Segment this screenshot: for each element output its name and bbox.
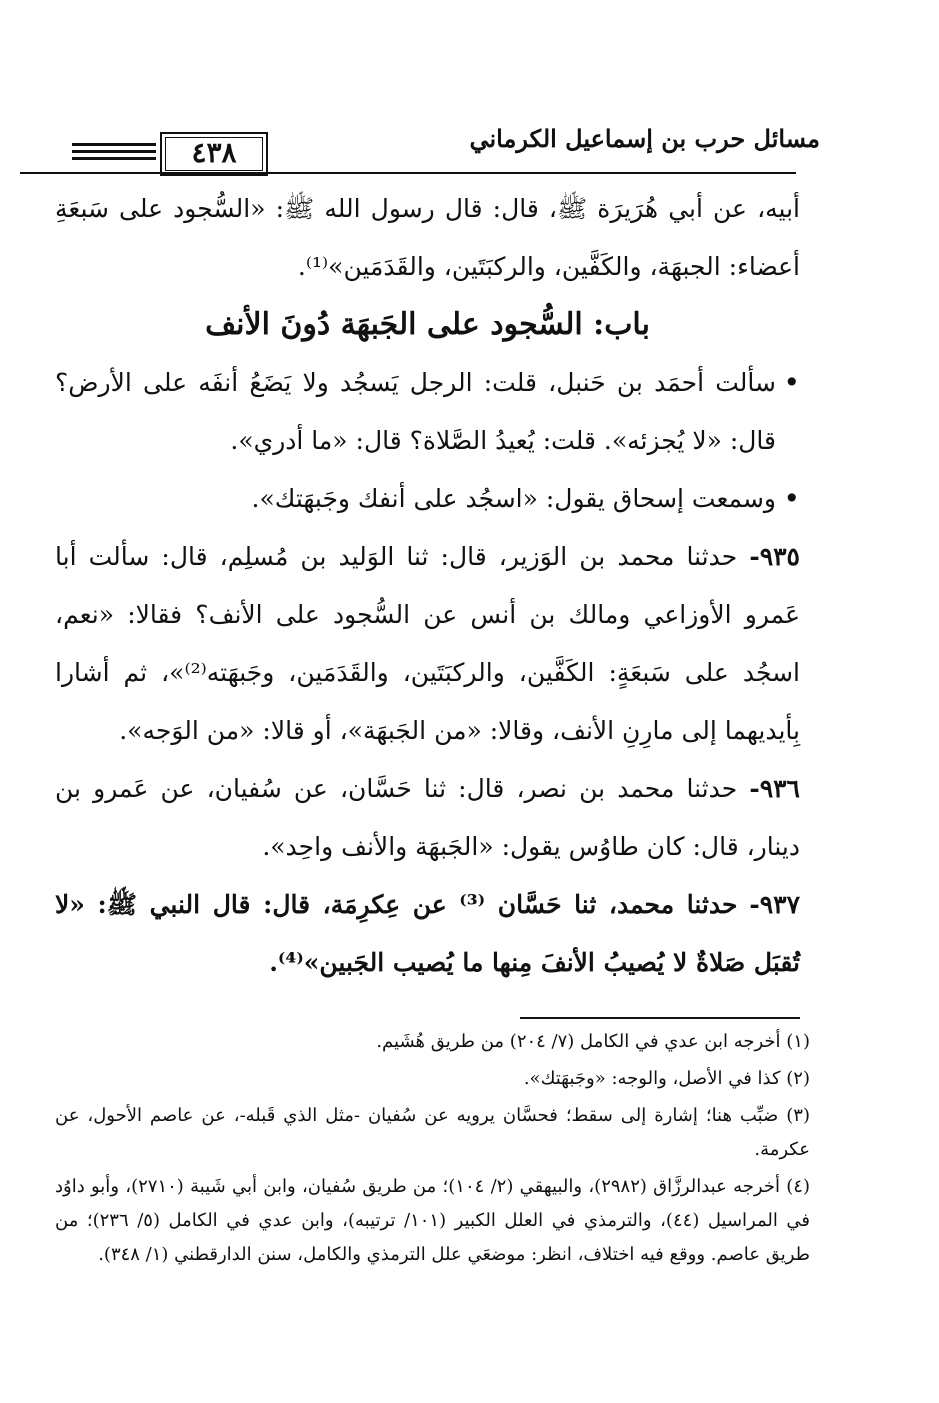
hadith-number: ٩٣٦- xyxy=(749,774,800,803)
header-ornament-line xyxy=(72,143,156,146)
main-text xyxy=(55,180,800,992)
hadith-935 xyxy=(55,528,800,760)
footnote: (٢) كذا في الأصل، والوجه: «وجَبهَتك». xyxy=(523,1068,810,1089)
hadith-number: ٩٣٧- xyxy=(749,890,801,919)
hadith-937 xyxy=(55,876,800,992)
hadith-text: حدثنا محمد بن الوَزير، قال: ثنا الوَليد بن مُسلِم، قال: سألت أبا عَمرو الأوزاعي ومالك بن أنس عن السُّجود على الأنف؟ فقالا: «نعم، اسجُد على سَبعَةٍ: الكَفَّين، والركبَتَين، والقَدَمَين، وجَبهَته⁽²⁾»، ثم أشارا بِأيديهما إلى مارِنِ الأنف، وقالا: «من الجَبهَة»، أو قالا: «من الوَجه». xyxy=(55,542,800,745)
header-rule xyxy=(20,172,796,174)
page-number: ٤٣٨ xyxy=(160,132,268,176)
bullet-paragraph: • سألت أحمَد بن حَنبل، قلت: الرجل يَسجُد ولا يَضَعُ أنفَه على الأرض؟ قال: «لا يُجزئه». قلت: يُعيدُ الصَّلاة؟ قال: «ما أدري». xyxy=(55,354,800,470)
hadith-936 xyxy=(55,760,800,876)
hadith-text: حدثنا محمد، ثنا حَسَّان ⁽³⁾ عن عِكرِمَة، قال: قال النبي ﷺ: «لا تُقبَل صَلاةٌ لا يُصيبُ الأنفَ مِنها ما يُصيب الجَبين»⁽⁴⁾. xyxy=(55,890,800,977)
header-ornament-line xyxy=(72,150,156,153)
hadith-text: حدثنا محمد بن نصر، قال: ثنا حَسَّان، عن سُفيان، عن عَمرو بن دينار، قال: كان طاوُس يقول: «الجَبهَة والأنف واحِد». xyxy=(55,774,800,861)
footnote-separator xyxy=(520,1017,800,1019)
header-ornament-line xyxy=(72,157,156,160)
page-header xyxy=(20,110,820,170)
footnote: (١) أخرجه ابن عدي في الكامل (٧/ ٢٠٤) من طريق هُشَيم. xyxy=(376,1031,810,1052)
footnote: (٣) ضبِّب هنا؛ إشارة إلى سقط؛ فحسَّان يرويه عن سُفيان -مثل الذي قَبله-، عن عاصم الأحول، عن عكرمة. xyxy=(55,1105,810,1160)
footnotes xyxy=(55,1025,810,1275)
hadith-number: ٩٣٥- xyxy=(749,542,800,571)
bullet-paragraph: • وسمعت إسحاق يقول: «اسجُد على أنفك وجَبهَتك». xyxy=(55,470,800,528)
section-heading: باب: السُّجود على الجَبهَة دُونَ الأنف xyxy=(205,307,650,342)
running-title: مسائل حرب بن إسماعيل الكرماني xyxy=(469,124,820,153)
footnote: (٤) أخرجه عبدالرزَّاق (٢٩٨٢)، والبيهقي (٢/ ١٠٤)؛ من طريق سُفيان، وابن أبي شَيبة (٢٧١٠)، وأبو داوُد في المراسيل (٤٤)، والترمذي في العلل الكبير (١٠١/ ترتيبه)، وابن عدي في الكامل (٥/ ٢٣٦)؛ من طريق عاصم. ووقع فيه اختلاف، انظر: موضعَي علل الترمذي والكامل، سنن الدارقطني (١/ ٣٤٨). xyxy=(55,1176,810,1265)
paragraph: أبيه، عن أبي هُرَيرَة ﷺ، قال: قال رسول الله ﷺ: «السُّجود على سَبعَةِ أعضاء: الجبهَة، والكَفَّين، والركبَتَين، والقَدَمَين»⁽¹⁾. xyxy=(55,194,800,281)
